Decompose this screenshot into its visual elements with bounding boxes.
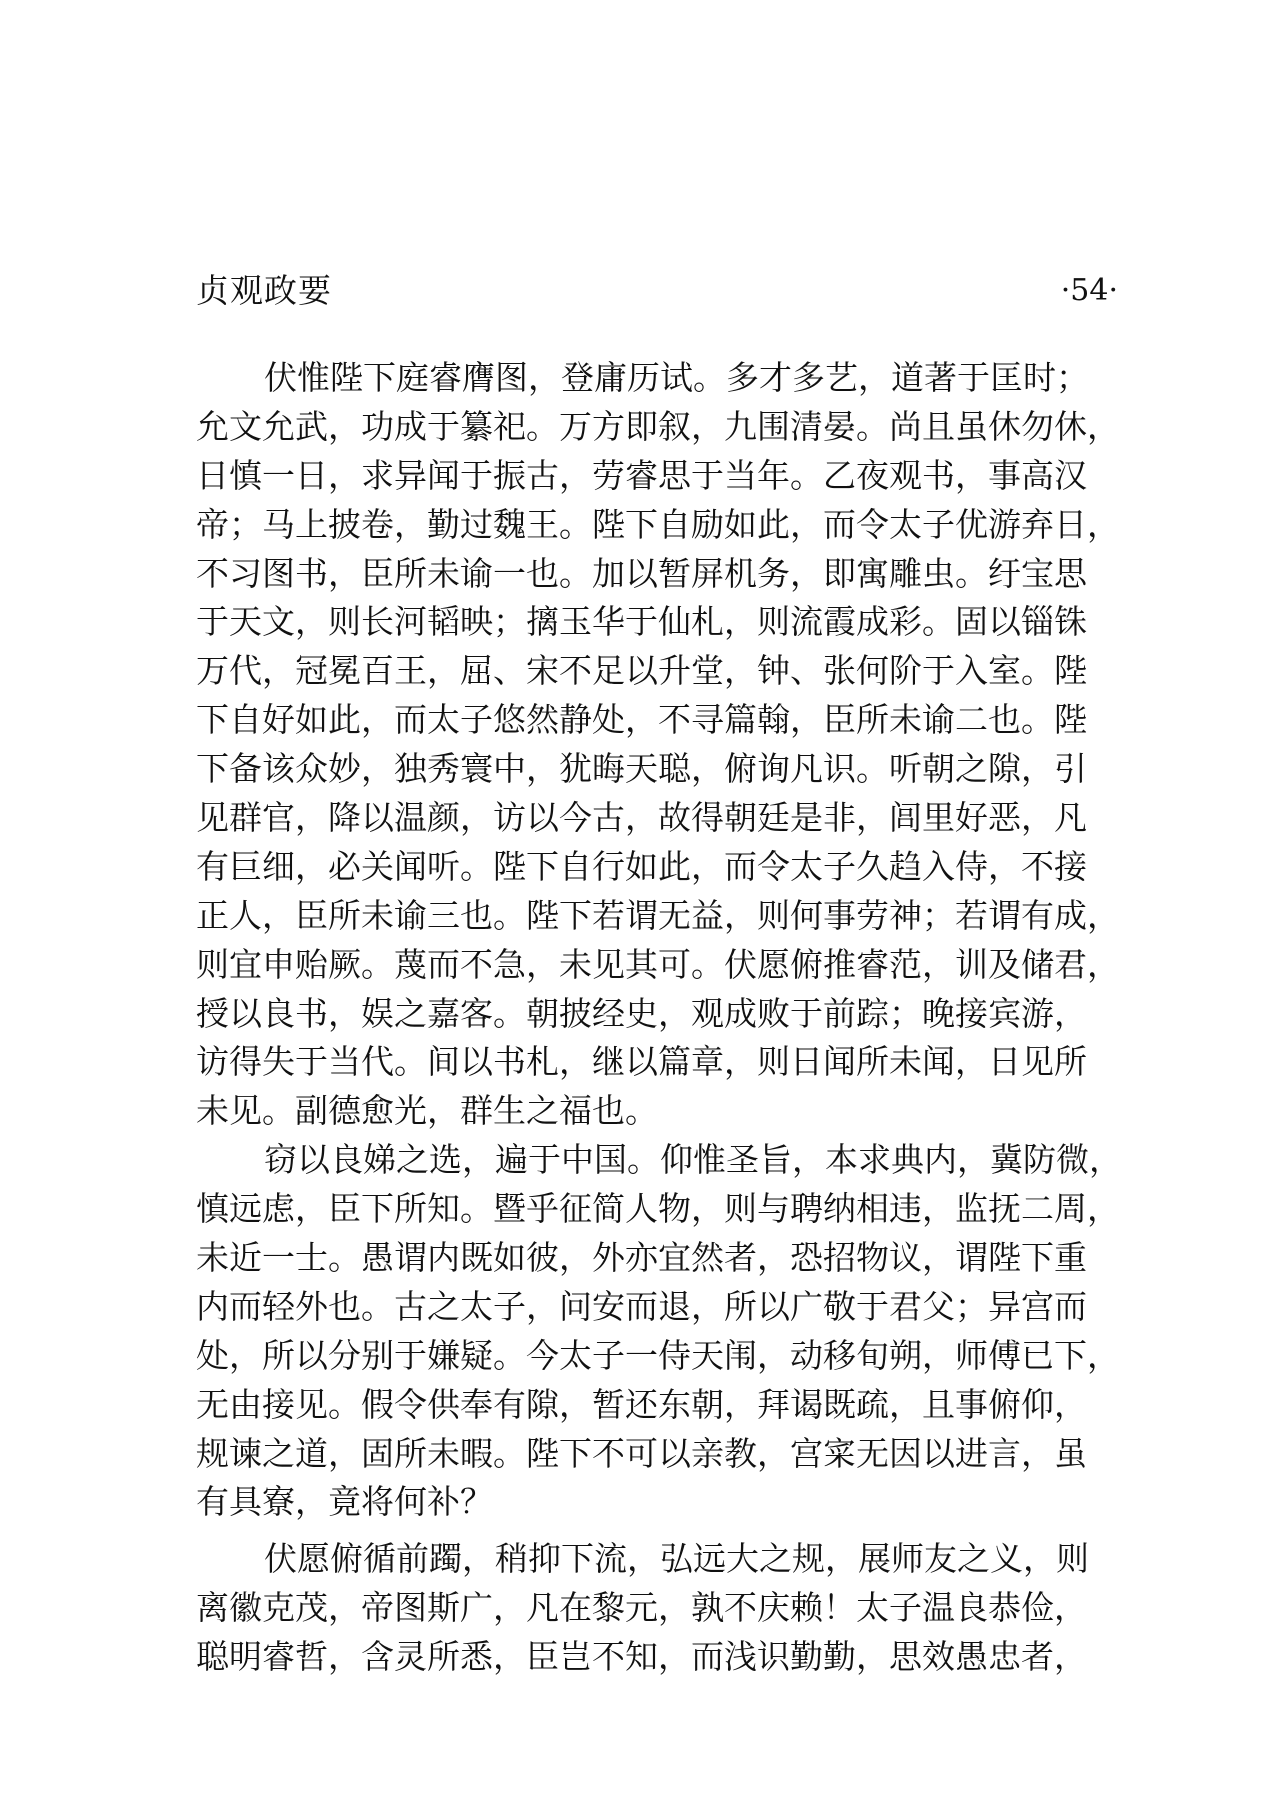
text-line: 帝；马上披卷，勤过魏王。陛下自励如此，而令太子优游弃日，	[196, 504, 1120, 544]
text-line: 伏愿俯循前躅，稍抑下流，弘远大之规，展师友之义，则	[264, 1539, 1089, 1579]
text-line: 下备该众妙，独秀寰中，犹晦天聪，俯询凡识。听朝之隙，引	[196, 749, 1087, 789]
text-line: 慎远虑，臣下所知。暨乎征简人物，则与聘纳相违，监抚二周，	[196, 1189, 1120, 1229]
text-line: 则宜申贻厥。蔑而不急，未见其可。伏愿俯推睿范，训及储君，	[196, 944, 1120, 984]
text-line: 万代，冠冕百王，屈、宋不足以升堂，钟、张何阶于入室。陛	[196, 651, 1087, 691]
text-line: 访得失于当代。间以书札，继以篇章，则日闻所未闻，日见所	[196, 1042, 1087, 1082]
text-line: 未见。副德愈光，群生之福也。	[196, 1091, 658, 1131]
text-line: 离徽克茂，帝图斯广，凡在黎元，孰不庆赖！太子温良恭俭，	[196, 1588, 1087, 1628]
text-line: 不习图书，臣所未谕一也。加以暂屏机务，即寓雕虫。纡宝思	[196, 553, 1087, 593]
text-line: 允文允武，功成于纂祀。万方即叙，九围清晏。尚且虽休勿休，	[196, 406, 1120, 446]
body-text	[196, 354, 1122, 1682]
text-line: 正人，臣所未谕三也。陛下若谓无益，则何事劳神；若谓有成，	[196, 895, 1120, 935]
text-line: 见群官，降以温颜，访以今古，故得朝廷是非，闾里好恶，凡	[196, 798, 1087, 838]
text-line: 有巨细，必关闻听。陛下自行如此，而令太子久趋入侍，不接	[196, 846, 1087, 886]
text-line: 于天文，则长河韬映；摛玉华于仙札，则流霞成彩。固以锱铢	[196, 602, 1087, 642]
text-line: 聪明睿哲，含灵所悉，臣岂不知，而浅识勤勤，思效愚忠者，	[196, 1637, 1087, 1677]
text-line: 日慎一日，求异闻于振古，劳睿思于当年。乙夜观书，事高汉	[196, 455, 1087, 495]
text-line: 窃以良娣之选，遍于中国。仰惟圣旨，本求典内，冀防微，	[264, 1140, 1122, 1180]
text-line: 未近一士。愚谓内既如彼，外亦宜然者，恐招物议，谓陛下重	[196, 1238, 1087, 1278]
running-head	[196, 268, 1118, 314]
text-line: 无由接见。假令供奉有隙，暂还东朝，拜谒既疏，且事俯仰，	[196, 1384, 1087, 1424]
text-line: 伏惟陛下庭睿膺图，登庸历试。多才多艺，道著于匡时；	[264, 358, 1089, 397]
text-line: 有具寮，竟将何补？	[196, 1482, 493, 1522]
book-title: 贞观政要	[196, 271, 332, 310]
text-line: 规谏之道，固所未暇。陛下不可以亲教，宫寀无因以进言，虽	[196, 1433, 1087, 1473]
text-line: 授以良书，娱之嘉客。朝披经史，观成败于前踪；晚接宾游，	[196, 993, 1087, 1033]
page-number: ·54·	[1060, 273, 1118, 308]
text-line: 内而轻外也。古之太子，问安而退，所以广敬于君父；异宫而	[196, 1286, 1087, 1326]
text-line: 下自好如此，而太子悠然静处，不寻篇翰，臣所未谕二也。陛	[196, 700, 1087, 740]
text-line: 处，所以分别于嫌疑。今太子一侍天闱，动移旬朔，师傅已下，	[196, 1335, 1120, 1375]
